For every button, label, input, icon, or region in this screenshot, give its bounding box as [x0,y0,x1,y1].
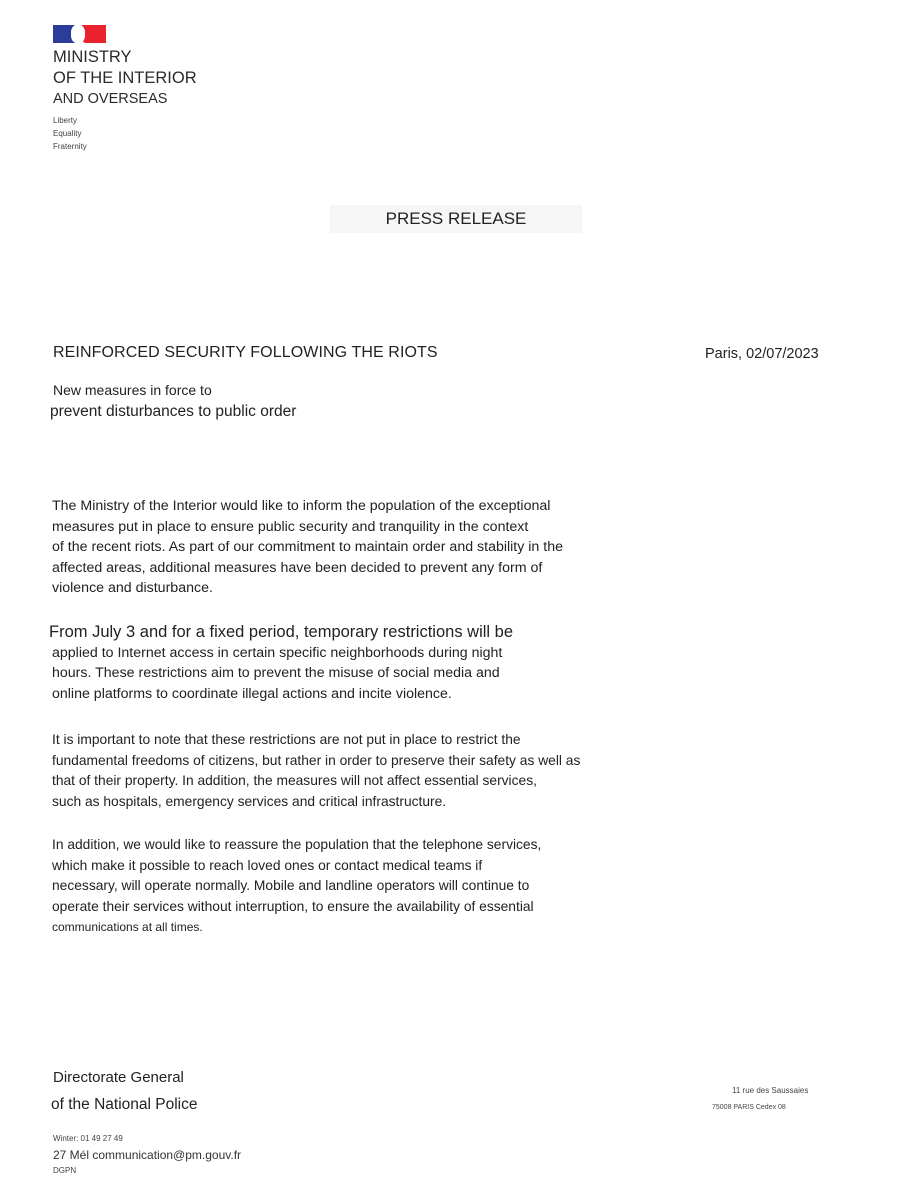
page-title: REINFORCED SECURITY FOLLOWING THE RIOTS [53,344,438,361]
flag-white [71,25,85,43]
paragraph-line: which make it possible to reach loved ones or contact medical teams if [52,857,483,873]
paragraph-line: that of their property. In addition, the measures will not affect essential services, [52,773,537,788]
address-street: 11 rue des Saussaies [732,1086,809,1095]
paragraph-1 [52,496,563,599]
paragraph-line: applied to Internet access in certain specific neighborhoods during night [52,644,503,661]
footer-phone: Winter: 01 49 27 49 [53,1134,123,1143]
footer-code: DGPN [53,1166,77,1175]
signatory-line-2: of the National Police [51,1096,198,1113]
paragraph-3 [52,730,580,812]
paragraph-line: violence and disturbance. [52,580,213,596]
paragraph-line: measures put in place to ensure public security and tranquility in the context [52,518,529,535]
ministry-name-line-2: OF THE INTERIOR [53,69,197,87]
paragraph-line: online platforms to coordinate illegal actions and incite violence. [52,685,452,702]
paragraph-4 [52,835,541,938]
footer-email: 27 Mél communication@pm.gouv.fr [53,1148,242,1162]
paragraph-line: communications at all times. [52,920,203,934]
paragraph-line: In addition, we would like to reassure the population that the telephone services, [52,837,542,852]
motto-equality: Equality [53,129,82,138]
paragraph-line: operate their services without interruption, to ensure the availability of essential [52,898,534,914]
place-date: Paris, 02/07/2023 [705,346,819,362]
ministry-name-line-1: MINISTRY [53,48,132,66]
paragraph-line: fundamental freedoms of citizens, but rather in order to preserve their safety as well as [52,752,581,768]
motto-fraternity: Fraternity [53,142,87,151]
document-type: PRESS RELEASE [330,205,582,233]
address-city: 75008 PARIS Cedex 08 [712,1104,786,1111]
subtitle-line-2: prevent disturbances to public order [50,403,297,420]
subtitle-line-1: New measures in force to [53,382,212,398]
paragraph-line: The Ministry of the Interior would like to inform the population of the exceptional [52,498,551,514]
signatory-line-1: Directorate General [53,1069,184,1086]
paragraph-line: of the recent riots. As part of our commitment to maintain order and stability in the [52,539,563,555]
paragraph-line: hours. These restrictions aim to prevent the misuse of social media and [52,665,500,681]
ministry-name-line-3: AND OVERSEAS [53,91,168,107]
motto-liberty: Liberty [53,116,78,125]
paragraph-line: affected areas, additional measures have been decided to prevent any form of [52,559,543,576]
paragraph-line: From July 3 and for a fixed period, temporary restrictions will be [49,623,514,641]
marianne-flag-icon [53,25,106,45]
paragraph-line: It is important to note that these restrictions are not put in place to restrict the [52,732,521,747]
flag-red [82,25,106,43]
paragraph-2 [49,622,514,704]
paragraph-line: necessary, will operate normally. Mobile and landline operators will continue to [52,878,530,893]
paragraph-line: such as hospitals, emergency services and critical infrastructure. [52,793,447,809]
